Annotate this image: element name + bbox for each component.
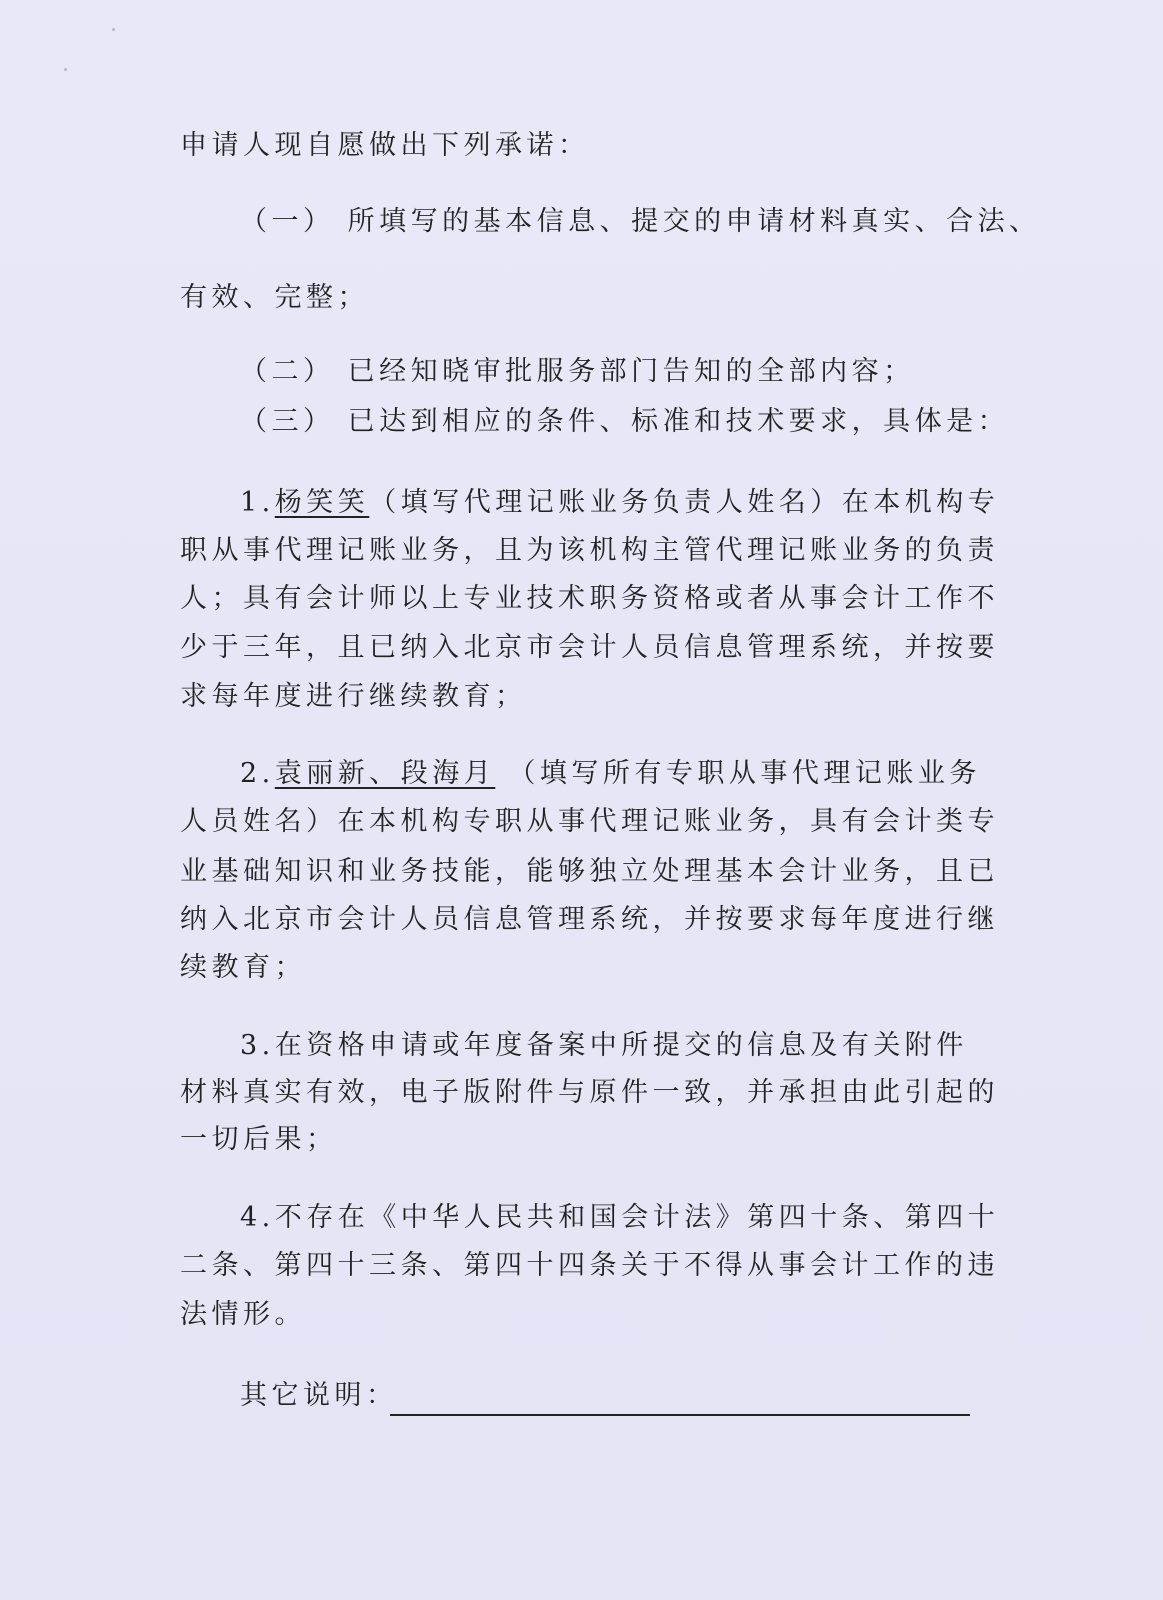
staff-names: 袁丽新、段海月: [274, 758, 496, 789]
item3-line: （三） 已达到相应的条件、标准和技术要求，具体是：: [240, 406, 1010, 437]
point1-number: 1.: [240, 487, 275, 518]
item1-line2: 有效、完整；: [180, 282, 369, 313]
point1-line1: [240, 487, 1030, 519]
point2-line2: 人员姓名）在本机构专职从事代理记账业务，具有会计类专: [180, 806, 999, 837]
point2-number: 2.: [240, 758, 275, 789]
manager-name: 杨笑笑: [274, 487, 370, 518]
point3-line2: 材料真实有效，电子版附件与原件一致，并承担由此引起的: [180, 1077, 999, 1108]
scan-speck: [64, 68, 67, 71]
point2-line1-text: （填写所有专职从事代理记账业务: [495, 758, 981, 789]
other-notes-blank-line: [390, 1414, 970, 1416]
point4-line2: 二条、第四十三条、第四十四条关于不得从事会计工作的违: [180, 1250, 999, 1281]
point1-line3: 人；具有会计师以上专业技术职务资格或者从事会计工作不: [180, 583, 999, 614]
point4-line1: 4.不存在《中华人民共和国会计法》第四十条、第四十: [240, 1202, 1000, 1233]
point2-line4: 纳入北京市会计人员信息管理系统，并按要求每年度进行继: [180, 904, 999, 935]
point3-line1: 3.在资格申请或年度备案中所提交的信息及有关附件: [240, 1030, 968, 1061]
intro-line: 申请人现自愿做出下列承诺：: [180, 130, 590, 161]
point1-line2: 职从事代理记账业务，且为该机构主管代理记账业务的负责: [180, 535, 999, 566]
other-notes-label: 其它说明：: [240, 1380, 398, 1411]
point3-line3: 一切后果；: [180, 1124, 338, 1155]
point2-line3: 业基础知识和业务技能，能够独立处理基本会计业务，且已: [180, 856, 999, 887]
point2-line5: 续教育；: [180, 952, 306, 983]
point4-line3: 法情形。: [180, 1299, 306, 1330]
point1-line5: 求每年度进行继续教育；: [180, 681, 527, 712]
point1-line4: 少于三年，且已纳入北京市会计人员信息管理系统，并按要: [180, 632, 999, 663]
item1-line1: （一） 所填写的基本信息、提交的申请材料真实、合法、: [240, 206, 1041, 237]
item2-line: （二） 已经知晓审批服务部门告知的全部内容；: [240, 356, 915, 387]
scan-speck: [112, 28, 115, 31]
point2-line1: [240, 758, 1030, 790]
point1-line1-text: （填写代理记账业务负责人姓名）在本机构专: [369, 487, 1000, 518]
